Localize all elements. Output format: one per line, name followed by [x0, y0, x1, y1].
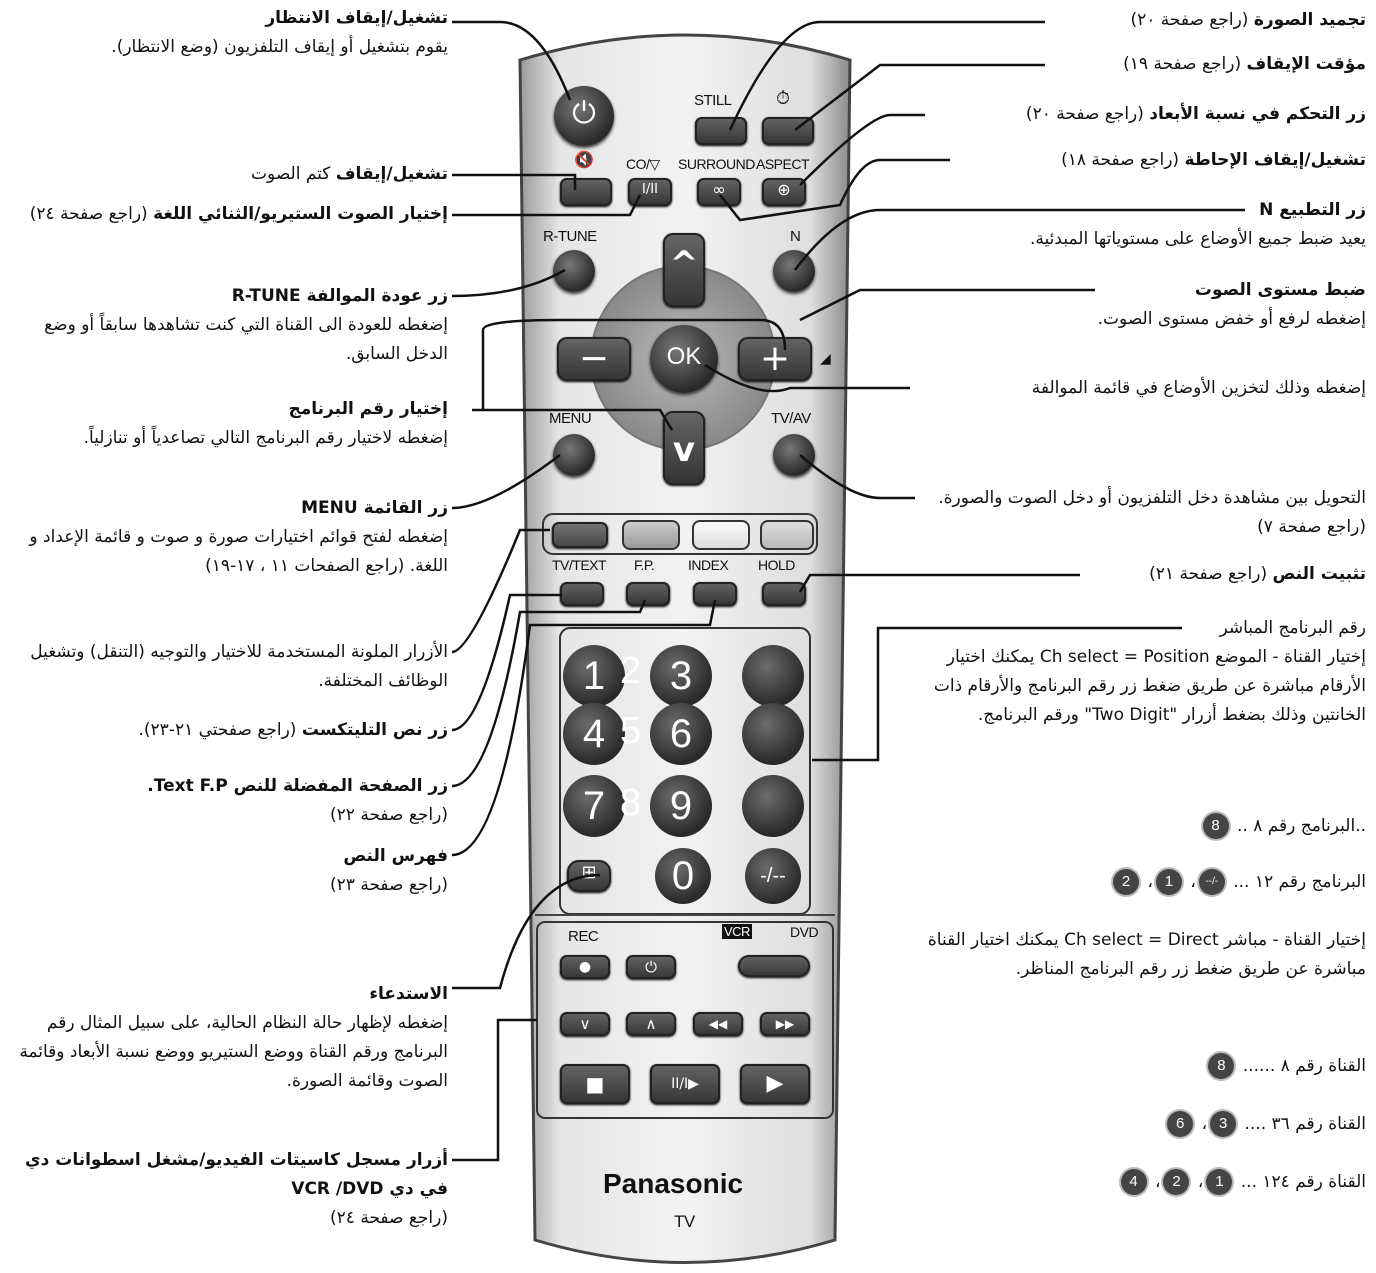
tvtext-button[interactable] — [560, 582, 604, 606]
ann-teletext-title: زر نص التليتكست — [301, 720, 448, 740]
pause-icon: II/I▶ — [671, 1076, 699, 1092]
fp-label: F.P. — [634, 557, 655, 573]
key-2-icon: 2 — [1163, 1169, 1189, 1195]
tvtext-label: TV/TEXT — [552, 557, 607, 573]
vcr-power-icon: ⏻ — [645, 958, 657, 976]
number-button-9[interactable]: 9 — [650, 775, 712, 837]
brand-logo: Panasonic — [603, 1168, 744, 1199]
ann-still — [1050, 6, 1366, 35]
aspect-label: ASPECT — [756, 156, 810, 172]
ann-vcr-title: أزرار مسجل كاسيتات الفيديو/مشغل اسطوانات دي في دي VCR /DVD — [25, 1150, 448, 1199]
green-button[interactable] — [622, 520, 680, 550]
vcr-ch-down-icon: ∨ — [579, 1015, 591, 1033]
ann-vcr — [8, 1146, 448, 1233]
number-button-7[interactable]: 7 — [563, 775, 625, 837]
ann-surround-body: (راجع صفحة ١٨) — [1061, 150, 1180, 170]
number-button-0[interactable]: 0 — [655, 848, 711, 904]
ann-teletext-body: (راجع صفحتي ٢١-٢٣). — [138, 720, 297, 740]
example-program-12-label: البرنامج رقم ١٢ ... — [1233, 872, 1366, 892]
recall-icon: ⊞ — [581, 862, 597, 883]
ann-ok-body: إضغطه وذلك لتخزين الأوضاع في قائمة الموالفة — [1031, 378, 1366, 398]
key-2-icon: 2 — [1113, 869, 1139, 895]
ann-standby — [8, 4, 448, 62]
ann-rtune — [8, 282, 448, 369]
number-hint-5: 5 — [620, 710, 641, 752]
menu-button[interactable] — [553, 434, 595, 476]
ann-direct-title: رقم البرنامج المباشر — [1219, 618, 1366, 638]
blank-button-c[interactable] — [742, 775, 804, 837]
still-button[interactable] — [695, 117, 747, 145]
ann-rtune-title: زر عودة الموالفة R-TUNE — [231, 286, 448, 306]
ann-menu-body: إضغطه لفتح قوائم اختيارات صورة و صوت و قائمة الإعداد و اللغة. (راجع الصفحات ١١ ، ١٧-١٩) — [29, 527, 448, 576]
example-channel-36: القناة رقم ٣٦ .... 3، 6 — [1100, 1110, 1366, 1139]
example-channel-124: القناة رقم ١٢٤ ... 1، 2، 4 — [1050, 1168, 1366, 1197]
ann-volume-body: إضغطه لرفع أو خفض مستوى الصوت. — [1097, 309, 1366, 329]
key-3-icon: 3 — [1210, 1111, 1236, 1137]
key-two-digit-icon: -/-- — [1199, 869, 1225, 895]
ann-standby-title: تشغيل/إيقاف الانتظار — [265, 8, 448, 28]
menu-label: MENU — [549, 410, 592, 427]
surround-label: SURROUND — [678, 156, 755, 172]
ann-hold — [1085, 560, 1366, 589]
rewind-icon: ◀◀ — [708, 1017, 728, 1031]
still-label: STILL — [694, 92, 732, 109]
tv-label: TV — [674, 1212, 695, 1231]
example-program-12: البرنامج رقم ١٢ ... -/--، 1، 2 — [1040, 868, 1366, 897]
key-8-icon: 8 — [1208, 1053, 1234, 1079]
ann-aspect-body: (راجع صفحة ٢٠) — [1025, 104, 1144, 124]
vcr-label: VCR — [724, 924, 750, 939]
ann-rtune-body: إضغطه للعودة الى القناة التي كنت تشاهدها سابقاً أو وضع الدخل السابق. — [44, 315, 448, 364]
volume-wedge-icon: ◢ — [820, 350, 831, 366]
ann-direct-body: إختيار القناة - الموضع Ch select = Position يمكنك اختيار الأرقام مباشرة عن طريق ضغط زر رقم البرنامج والأرقام ذات الخانتين وذلك بضغط أزرار "Two Digit" ورقم البرنامج. — [933, 647, 1366, 725]
surround-icon: ∞ — [712, 180, 726, 199]
number-button-4[interactable]: 4 — [563, 703, 625, 765]
example-program-8 — [1100, 812, 1366, 841]
ann-volume-title: ضبط مستوى الصوت — [1194, 280, 1366, 300]
index-button[interactable] — [693, 582, 737, 606]
stereo-label: CO/▽ — [626, 156, 660, 172]
blank-button-b[interactable] — [742, 703, 804, 765]
key-1-icon: 1 — [1206, 1169, 1232, 1195]
ann-teletext — [8, 716, 448, 745]
example-channel-36-label: القناة رقم ٣٦ .... — [1244, 1114, 1366, 1134]
example-channel-8-label: القناة رقم ٨ ...... — [1242, 1056, 1366, 1076]
ann-menu-title: زر القائمة MENU — [301, 498, 448, 518]
rtune-label: R-TUNE — [543, 228, 597, 245]
ok-label: OK — [666, 343, 702, 370]
ann-still-body: (راجع صفحة ٢٠) — [1130, 10, 1249, 30]
fast-forward-icon: ▶▶ — [775, 1017, 795, 1031]
stop-icon: ■ — [585, 1072, 605, 1096]
ann-still-title: تجميد الصورة — [1253, 10, 1366, 30]
chevron-down-icon: v — [672, 430, 696, 470]
ann-menu — [8, 494, 448, 581]
ann-recall-body: إضغطه لإظهار حالة النظام الحالية، على سبيل المثال رقم البرنامج ورقم القناة ووضع الستيريو ووضع نسبة الأبعاد وقائمة الصوت وقائمة الصورة. — [19, 1013, 448, 1091]
vcr-dvd-switch[interactable] — [738, 955, 810, 977]
hold-label: HOLD — [758, 557, 795, 573]
ann-color — [8, 638, 448, 696]
ann-stereo-title: إختيار الصوت الستيريو/الثنائي اللغة — [153, 204, 448, 224]
two-digit-button[interactable]: -/-- — [745, 848, 801, 904]
hold-button[interactable] — [762, 582, 806, 606]
ann-offtimer — [1050, 50, 1366, 79]
key-1-icon: 1 — [1156, 869, 1182, 895]
mute-button[interactable] — [560, 178, 612, 206]
ann-tvav — [920, 484, 1366, 542]
blue-button[interactable] — [760, 520, 814, 550]
ann-program — [8, 395, 448, 453]
stereo-button-text: I/II — [642, 182, 658, 197]
ann-surround-title: تشغيل/إيقاف الإحاطة — [1184, 150, 1366, 170]
ann-index-title: فهرس النص — [343, 846, 448, 866]
off-timer-button[interactable] — [762, 117, 814, 145]
key-8-icon: 8 — [1203, 813, 1229, 839]
play-icon: ▶ — [766, 1071, 784, 1096]
number-button-3[interactable]: 3 — [650, 645, 712, 707]
timer-icon: ⏱ — [776, 88, 790, 108]
record-icon: ● — [578, 959, 592, 975]
index-label: INDEX — [688, 557, 729, 573]
example-channel-124-label: القناة رقم ١٢٤ ... — [1240, 1172, 1366, 1192]
ann-mute-title: تشغيل/إيقاف — [335, 164, 448, 184]
ann-fp-title: زر الصفحة المفضلة للنص Text F.P. — [147, 776, 448, 796]
ann-recall-title: الاستدعاء — [369, 984, 448, 1004]
ann-fp-body: (راجع صفحة ٢٢) — [330, 805, 448, 825]
ann-offtimer-title: مؤقت الإيقاف — [1246, 54, 1366, 74]
key-4-icon: 4 — [1121, 1169, 1147, 1195]
chevron-up-icon: ^ — [669, 244, 699, 284]
n-button[interactable] — [773, 250, 815, 292]
ann-channel-direct — [925, 926, 1366, 984]
ann-vcr-body: (راجع صفحة ٢٤) — [330, 1208, 448, 1228]
ann-normalize-body: يعيد ضبط جميع الأوضاع على مستوياتها المبدئية. — [1030, 229, 1366, 249]
ann-index-body: (راجع صفحة ٢٣) — [330, 875, 448, 895]
ann-surround — [955, 146, 1366, 175]
tvav-button[interactable] — [773, 434, 815, 476]
ann-mute — [8, 160, 448, 189]
number-button-6[interactable]: 6 — [650, 703, 712, 765]
ann-stereo-body: (راجع صفحة ٢٤) — [29, 204, 148, 224]
ann-channel-direct-body: إختيار القناة - مباشر Ch select = Direct يمكنك اختيار القناة مباشرة عن طريق ضغط زر رقم البرنامج المناظر. — [927, 930, 1366, 979]
rtune-button[interactable] — [553, 250, 595, 292]
fp-button[interactable] — [626, 582, 670, 606]
ann-offtimer-body: (راجع صفحة ١٩) — [1123, 54, 1242, 74]
ann-ok — [915, 374, 1366, 403]
mute-icon: 🔇 — [574, 152, 594, 169]
ann-aspect — [930, 100, 1366, 129]
ann-hold-body: (راجع صفحة ٢١) — [1149, 564, 1268, 584]
ann-normalize — [925, 196, 1366, 254]
ann-direct — [925, 614, 1366, 730]
plus-icon: + — [759, 338, 791, 379]
tvav-label: TV/AV — [771, 410, 811, 427]
ann-volume — [1000, 276, 1366, 334]
vcr-ch-up-icon: ∧ — [645, 1015, 657, 1033]
key-6-icon: 6 — [1167, 1111, 1193, 1137]
number-hint-8: 8 — [620, 782, 641, 824]
aspect-icon: ⊕ — [777, 180, 791, 199]
ann-program-title: إختيار رقم البرنامج — [288, 399, 448, 419]
ann-standby-body: يقوم بتشغيل أو إيقاف التلفزيون (وضع الانتظار). — [111, 37, 448, 57]
ann-recall — [8, 980, 448, 1096]
rec-label: REC — [568, 928, 599, 945]
power-icon: ⏻ — [572, 96, 596, 131]
minus-icon: − — [578, 338, 610, 379]
ann-hold-title: تثبيت النص — [1272, 564, 1366, 584]
ann-mute-body: كتم الصوت — [251, 164, 331, 184]
blank-button-a[interactable] — [742, 645, 804, 707]
ann-tvav-body: التحويل بين مشاهدة دخل التلفزيون أو دخل الصوت والصورة. (راجع صفحة ٧) — [938, 488, 1366, 537]
ann-color-body: الأزرار الملونة المستخدمة للاختيار والتوجيه (التنقل) وتشغيل الوظائف المختلفة. — [30, 642, 448, 691]
dvd-label: DVD — [790, 924, 819, 940]
ann-normalize-title: زر التطبيع N — [1259, 200, 1366, 220]
example-program-8-label: ..البرنامج رقم ٨ .. — [1236, 816, 1366, 836]
ann-aspect-title: زر التحكم في نسبة الأبعاد — [1149, 104, 1366, 124]
ann-program-body: إضغطه لاختيار رقم البرنامج التالي تصاعدياً أو تنازلياً. — [83, 428, 448, 448]
number-hint-2: 2 — [620, 650, 641, 692]
example-channel-8 — [1120, 1052, 1366, 1081]
ann-index — [8, 842, 448, 900]
ann-stereo — [8, 200, 448, 229]
n-label: N — [790, 228, 801, 245]
number-button-1[interactable]: 1 — [563, 645, 625, 707]
ann-fp — [8, 772, 448, 830]
red-button[interactable] — [552, 522, 608, 548]
yellow-button[interactable] — [692, 520, 750, 550]
